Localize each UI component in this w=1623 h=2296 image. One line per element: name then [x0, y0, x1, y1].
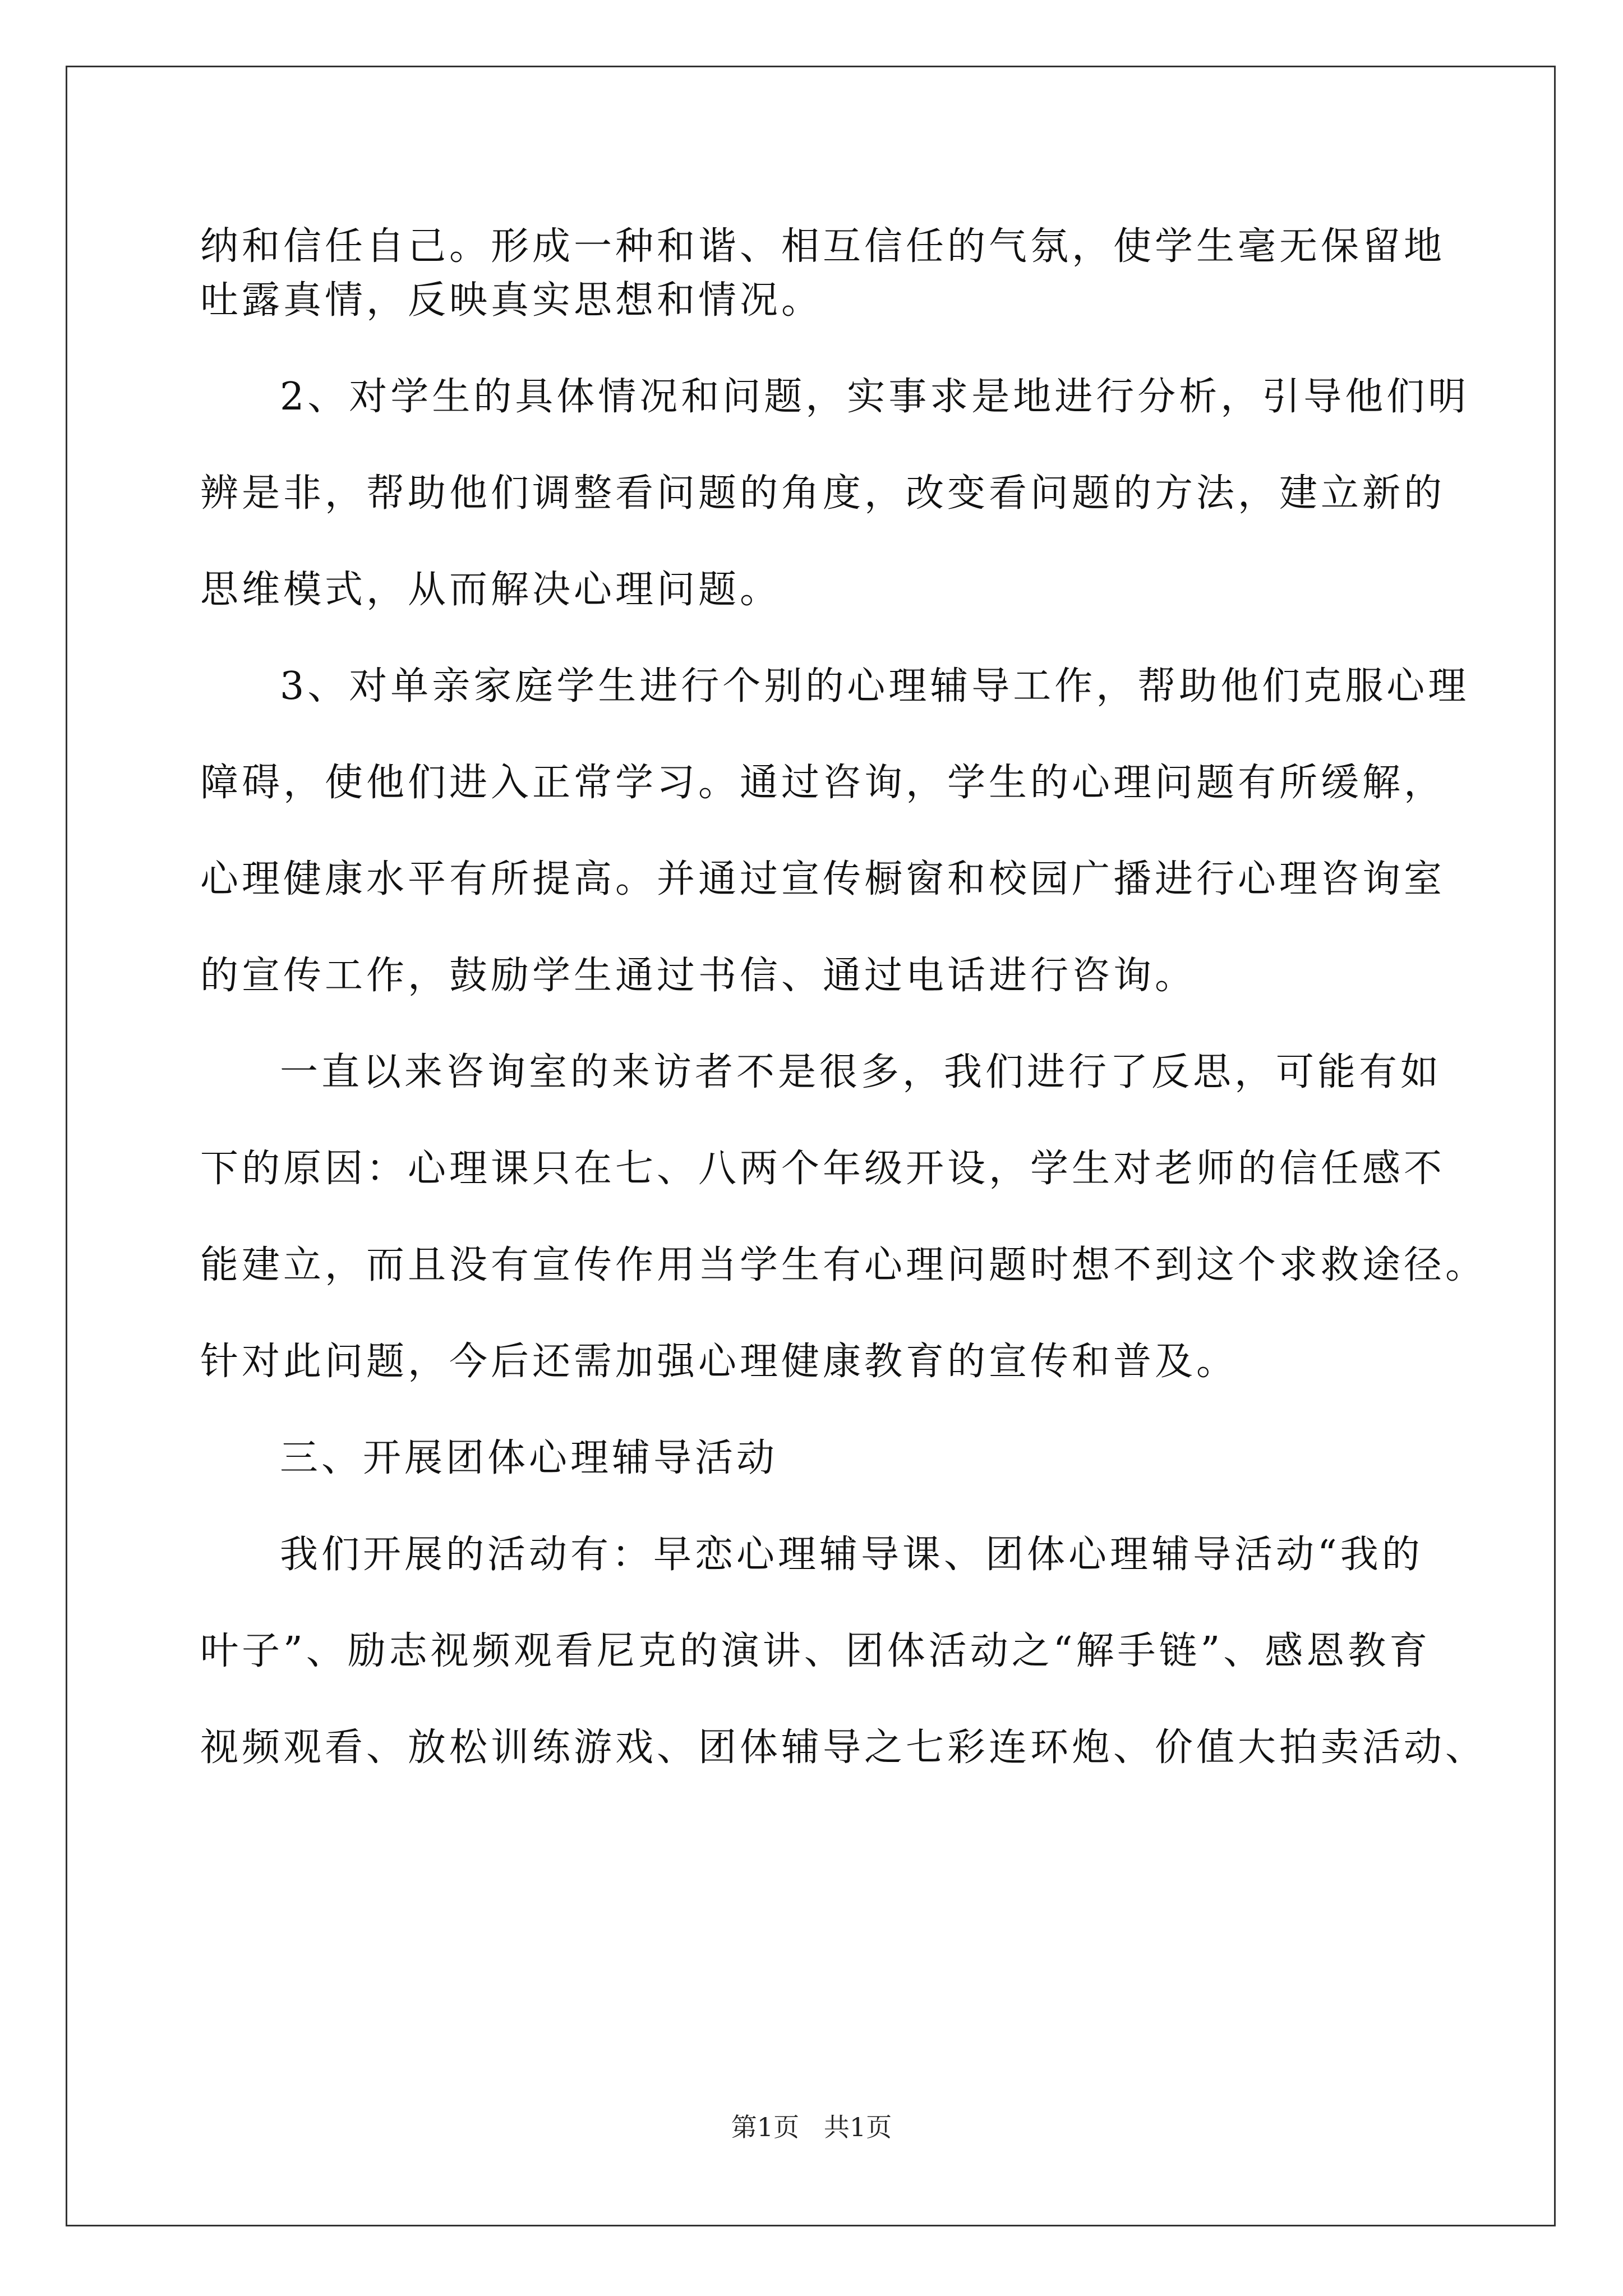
text-line: 心理健康水平有所提高。并通过宣传橱窗和校园广播进行心理咨询室	[200, 857, 1446, 901]
section-heading	[200, 1432, 1428, 1485]
text-line: 的宣传工作，鼓励学生通过书信、通过电话进行咨询。	[200, 954, 1197, 998]
text-line: 针对此问题，今后还需加强心理健康教育的宣传和普及。	[200, 1340, 1238, 1384]
paragraph	[200, 1046, 1487, 1389]
paragraph	[200, 370, 1470, 617]
text-line: 吐露真情，反映真实思想和情况。	[200, 278, 823, 323]
text-line: 3、对单亲家庭学生进行个别的心理辅导工作，帮助他们克服心理	[280, 664, 1470, 708]
text-line: 思维模式，从而解决心理问题。	[200, 568, 782, 612]
paragraph	[200, 660, 1470, 1003]
text-line: 我们开展的活动有：早恋心理辅导课、团体心理辅导活动“我的	[280, 1533, 1423, 1577]
paragraph	[200, 1528, 1487, 1775]
page-footer: 第1页 共1页	[731, 2112, 892, 2142]
text-line: 下的原因：心理课只在七、八两个年级开设，学生对老师的信任感不	[200, 1147, 1446, 1191]
text-line: 障碍，使他们进入正常学习。通过咨询，学生的心理问题有所缓解，	[200, 761, 1446, 805]
text-line: 视频观看、放松训练游戏、团体辅导之七彩连环炮、价值大拍卖活动、	[200, 1726, 1487, 1770]
text-line: 能建立，而且没有宣传作用当学生有心理问题时想不到这个求救途径。	[200, 1243, 1487, 1287]
text-line: 叶子”、励志视频观看尼克的演讲、团体活动之“解手链”、感恩教育	[200, 1629, 1431, 1673]
paragraph	[200, 220, 1446, 328]
document-body	[200, 220, 1487, 1775]
text-line: 2、对学生的具体情况和问题，实事求是地进行分析，引导他们明	[280, 375, 1470, 419]
text-line: 辨是非，帮助他们调整看问题的角度，改变看问题的方法，建立新的	[200, 471, 1446, 516]
text-line: 纳和信任自己。形成一种和谐、相互信任的气氛，使学生毫无保留地	[200, 224, 1446, 269]
text-line: 一直以来咨询室的来访者不是很多，我们进行了反思，可能有如	[280, 1050, 1442, 1094]
text-line: 三、开展团体心理辅导活动	[280, 1436, 778, 1480]
